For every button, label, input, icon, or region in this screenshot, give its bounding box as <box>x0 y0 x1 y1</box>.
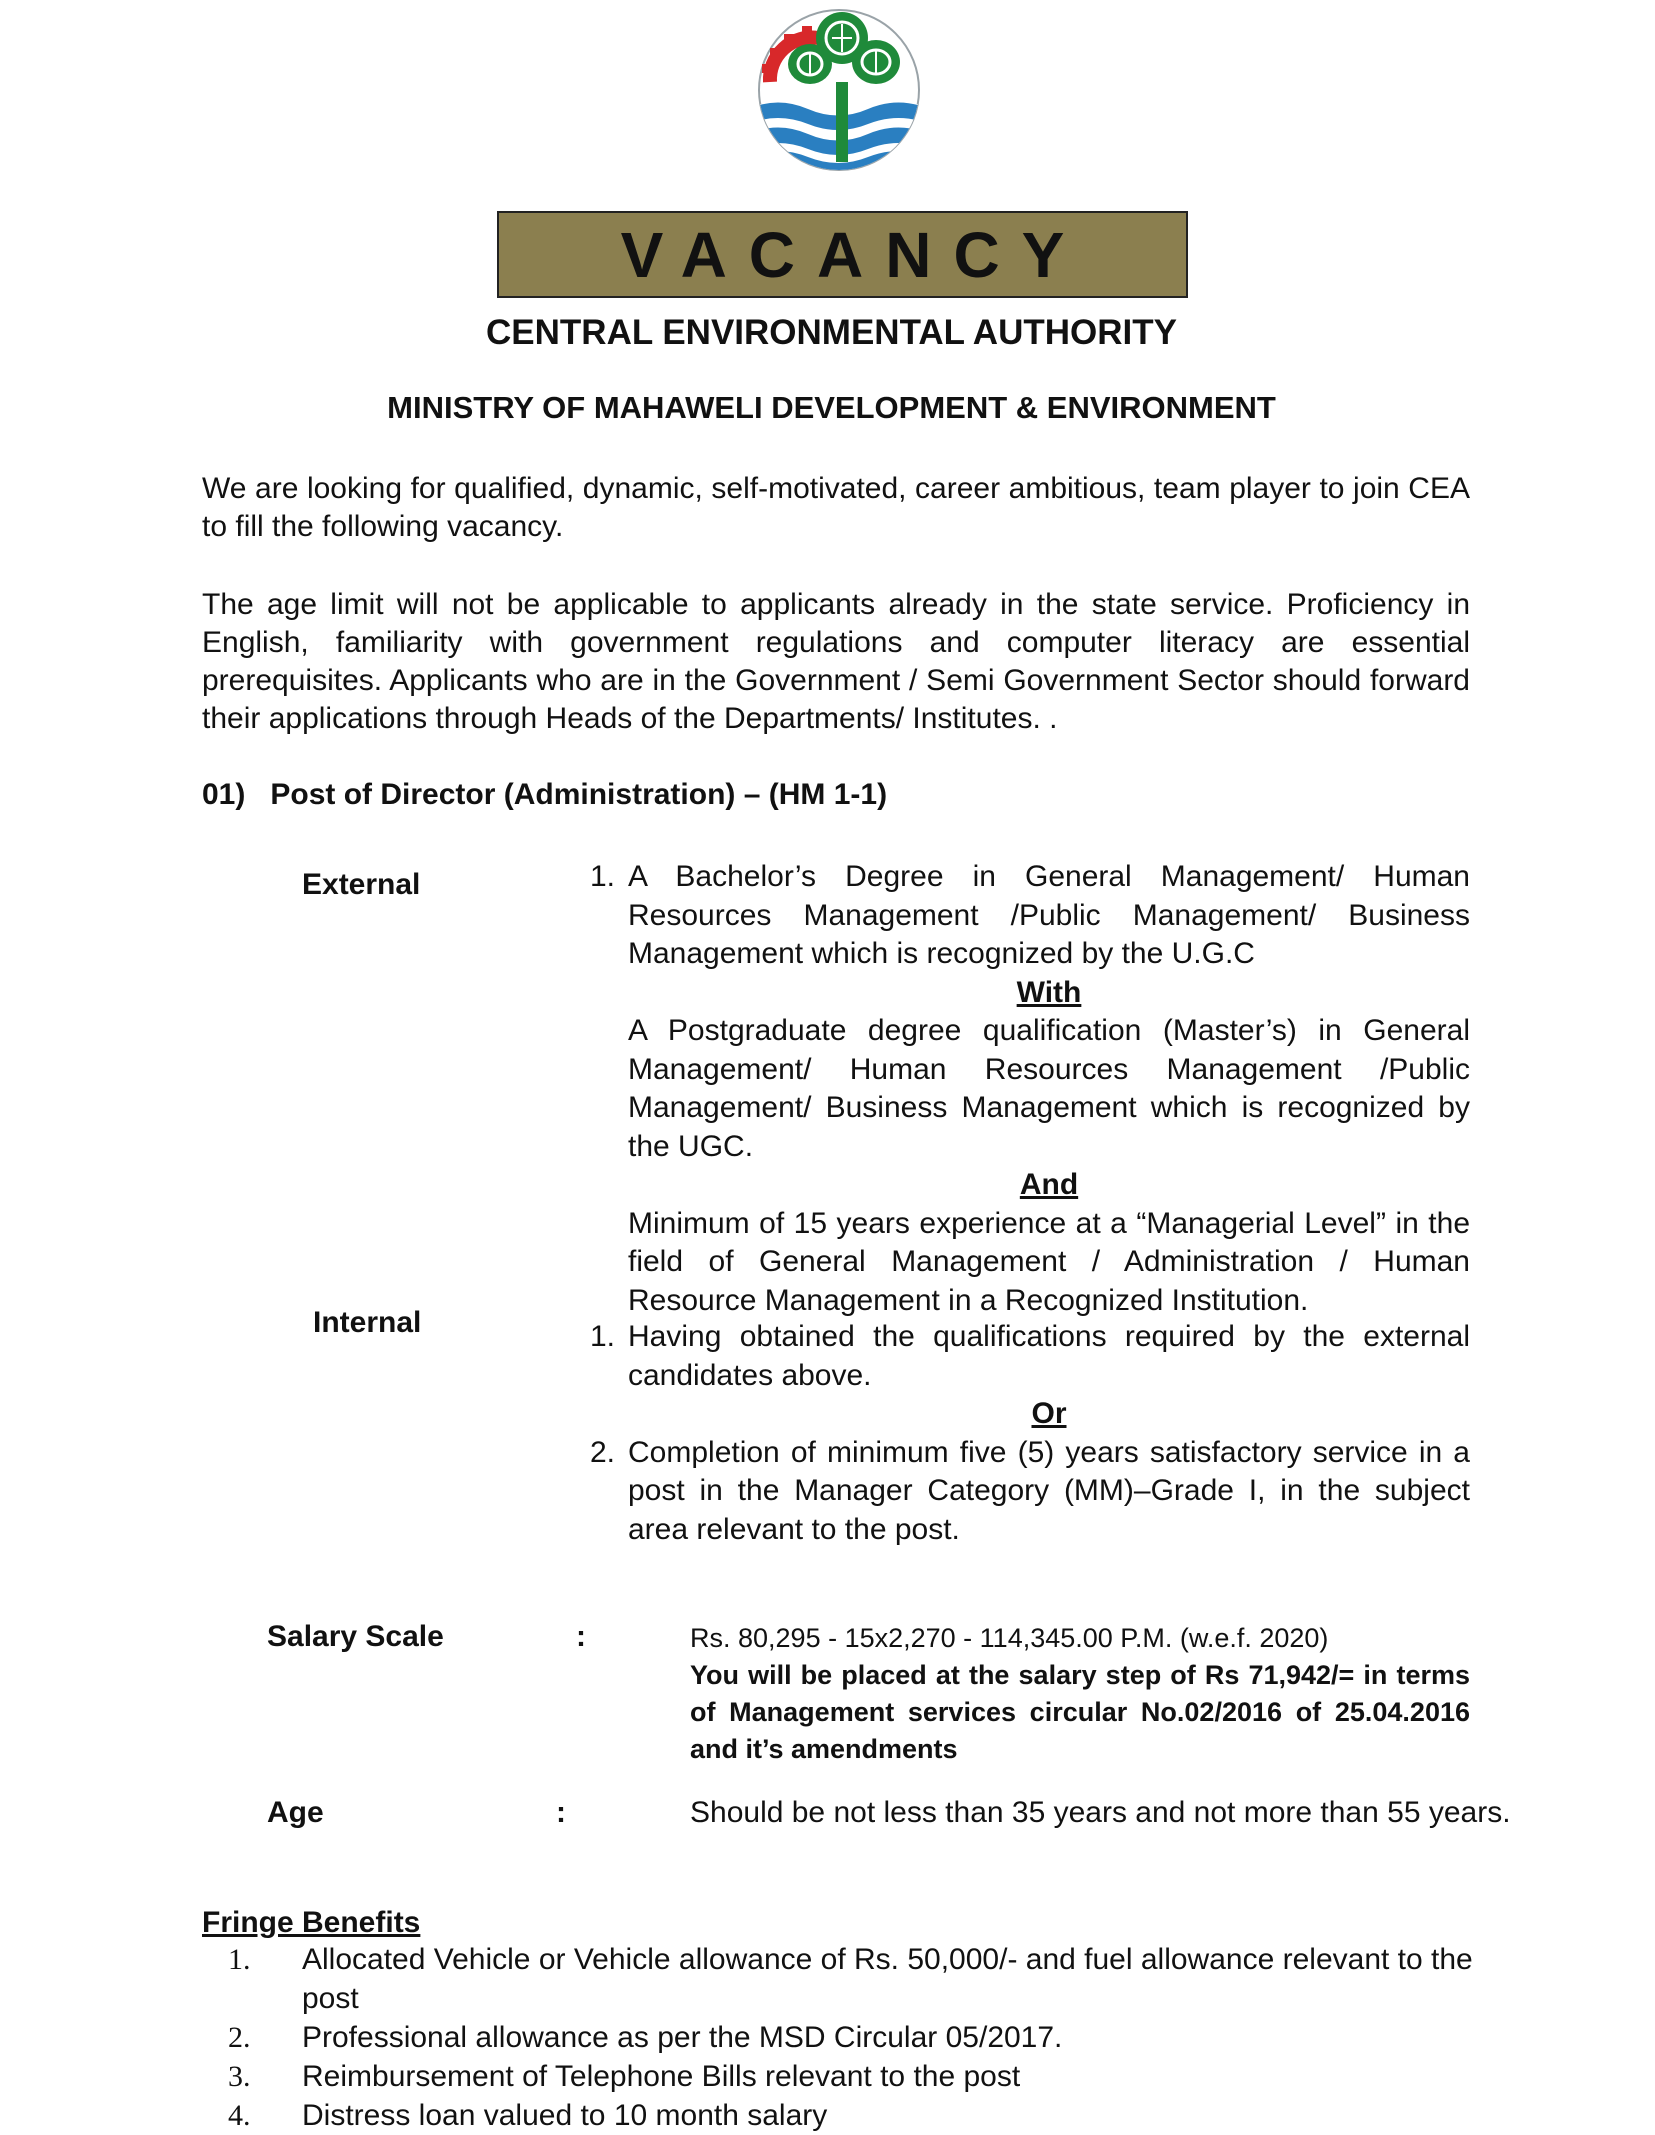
list-item <box>202 2018 1502 2057</box>
cea-logo-icon <box>748 4 930 174</box>
list-item-number: 3. <box>228 2060 251 2093</box>
list-item-number: 1. <box>228 1943 251 1976</box>
age-value: Should be not less than 35 years and not more than 55 years. <box>690 1796 1511 1829</box>
requirement-experience: Minimum of 15 years experience at a “Managerial Level” in the field of General Management / Administration / Human Resource Management in a Recognized Institution. <box>628 1206 1470 1317</box>
internal-requirement-2: Completion of minimum five (5) years satisfactory service in a post in the Manager Category (MM)–Grade I, in the subject area relevant to the post. <box>628 1435 1470 1546</box>
intro-paragraph-1: We are looking for qualified, dynamic, self-motivated, career ambitious, team player to join CEA to fill the following vacancy. <box>202 472 1470 543</box>
list-item-number: 2. <box>228 2021 251 2054</box>
item-number: 2. <box>590 1435 616 1469</box>
salary-details <box>690 1620 1470 1768</box>
fringe-benefits-list <box>202 1940 1502 2135</box>
vacancy-title: VACANCY <box>620 218 1087 291</box>
organization-name: CENTRAL ENVIRONMENTAL AUTHORITY <box>486 313 1177 352</box>
requirement-bachelors: A Bachelor’s Degree in General Management/ Human Resources Management /Public Management/ Business Management which is recognized by the U.G.C <box>628 860 1470 970</box>
external-requirements <box>590 858 1470 1320</box>
item-number: 1. <box>590 1320 616 1353</box>
connector-with: With <box>1016 975 1082 1009</box>
salary-step-note: You will be placed at the salary step of Rs 71,942/= in terms of Management services circular No.02/2016 of 25.04.2016 and it’s amendments <box>690 1660 1470 1764</box>
external-requirement-item <box>590 858 1470 1320</box>
fringe-benefits-title: Fringe Benefits <box>202 1906 421 1939</box>
external-label: External <box>302 868 421 901</box>
salary-scale-value: Rs. 80,295 - 15x2,270 - 114,345.00 P.M. (w.e.f. 2020) <box>690 1623 1329 1653</box>
connector-and: And <box>1019 1168 1079 1201</box>
item-number: 1. <box>590 860 616 893</box>
list-item <box>202 2057 1502 2096</box>
list-item <box>202 2096 1502 2135</box>
internal-requirement-1: Having obtained the qualifications required by the external candidates above. <box>628 1320 1470 1392</box>
connector-or: Or <box>1031 1397 1067 1430</box>
post-name: Post of Director (Administration) – (HM 1-1) <box>270 778 888 811</box>
list-item-text: Distress loan valued to 10 month salary <box>302 2099 828 2132</box>
age-label: Age <box>267 1796 324 1829</box>
requirement-postgraduate: A Postgraduate degree qualification (Master’s) in General Management/ Human Resources Management /Public Management/ Business Management which is recognized by the UGC. <box>628 1014 1470 1163</box>
age-colon: : <box>556 1796 566 1829</box>
post-number: 01) <box>202 778 246 811</box>
list-item-number: 4. <box>228 2099 251 2132</box>
vacancy-banner <box>497 211 1188 298</box>
salary-label: Salary Scale <box>267 1620 444 1653</box>
post-title <box>202 778 887 812</box>
list-item-text: Professional allowance as per the MSD Circular 05/2017. <box>302 2021 1063 2054</box>
list-item <box>202 1940 1502 2018</box>
internal-label: Internal <box>313 1306 422 1339</box>
ministry-name: MINISTRY OF MAHAWELI DEVELOPMENT & ENVIRONMENT <box>387 390 1276 425</box>
list-item-text: Allocated Vehicle or Vehicle allowance of Rs. 50,000/- and fuel allowance relevant to the post <box>302 1943 1473 2015</box>
salary-colon: : <box>576 1620 586 1653</box>
internal-requirement-item <box>590 1318 1470 1395</box>
internal-requirement-item <box>590 1434 1470 1550</box>
internal-requirements <box>590 1318 1470 1549</box>
list-item-text: Reimbursement of Telephone Bills relevant to the post <box>302 2060 1021 2093</box>
intro-paragraph-2: The age limit will not be applicable to applicants already in the state service. Proficiency in English, familiarity with government regulations and computer literacy are essential prerequisites. Applicants who are in the Government / Semi Government Sector should forward their applications through Heads of the Departments/ Institutes. . <box>202 588 1470 735</box>
